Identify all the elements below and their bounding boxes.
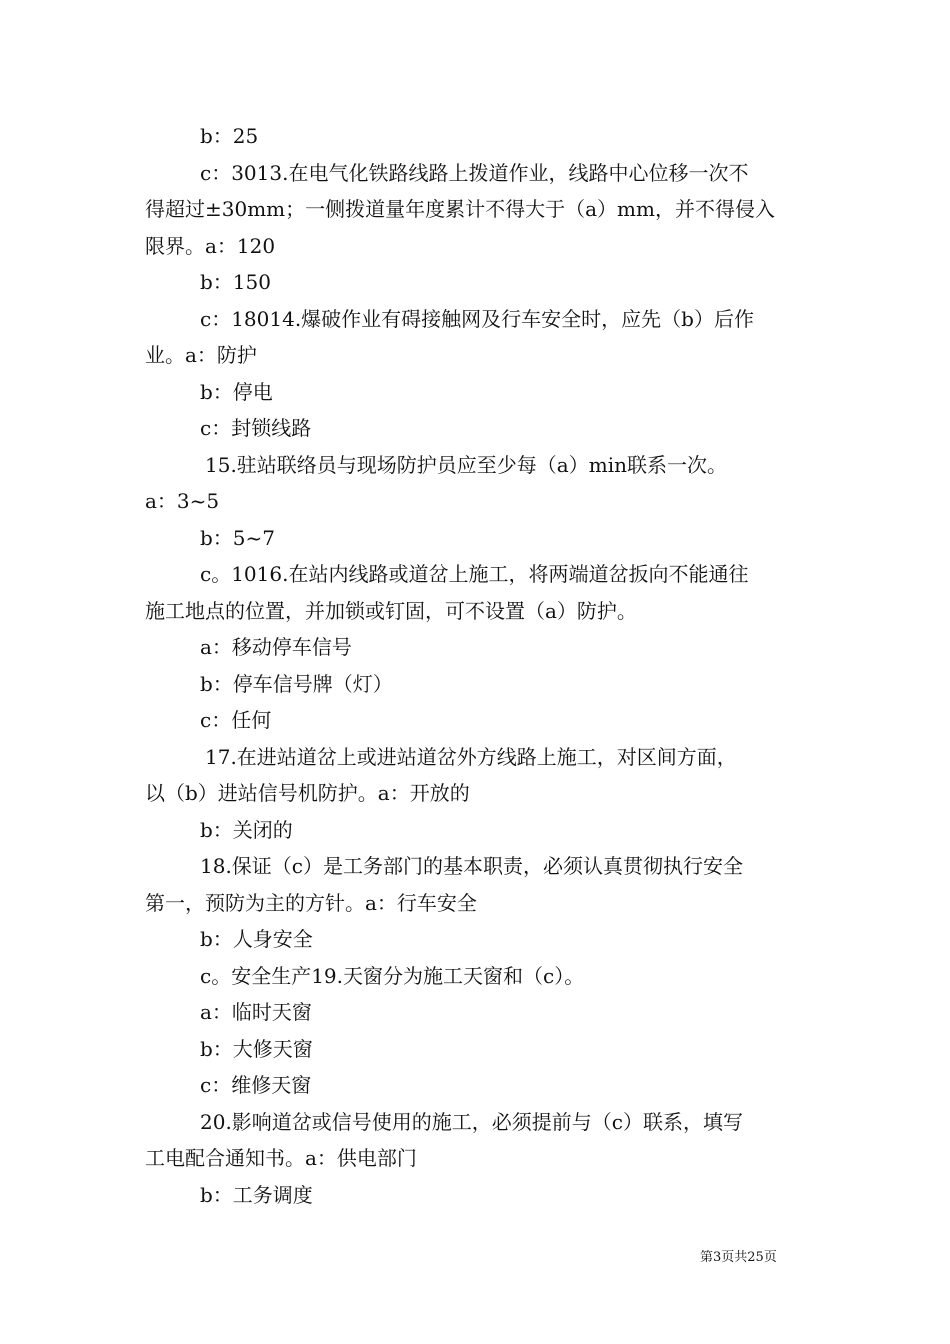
document-body [145,118,815,1213]
question-line: 17.在进站道岔上或进站道岔外方线路上施工，对区间方面， [205,744,737,769]
option-line: c：任何 [200,708,272,732]
page-number-footer: 第3页共25页 [700,1250,777,1265]
option-line: b：停车信号牌（灯） [200,671,393,696]
question-line: c。安全生产19.天窗分为施工天窗和（c）。 [200,963,585,988]
question-line: 15.驻站联络员与现场防护员应至少每（a）min联系一次。 [205,452,727,477]
question-line: 限界。a：120 [145,233,276,258]
question-line: 施工地点的位置，并加锁或钉固，可不设置（a）防护。 [145,598,637,623]
option-line: a：移动停车信号 [200,635,352,659]
question-line: 20.影响道岔或信号使用的施工，必须提前与（c）联系，填写 [200,1109,744,1134]
option-line: b：5~7 [200,525,276,550]
option-line: a：临时天窗 [200,1000,312,1024]
option-line: b：工务调度 [200,1182,313,1207]
question-line: 18.保证（c）是工务部门的基本职责，必须认真贯彻执行安全 [200,854,744,878]
option-line: b：关闭的 [200,817,293,842]
question-line: 工电配合通知书。a：供电部门 [145,1146,417,1170]
option-line: c：封锁线路 [200,416,312,440]
question-line: c。1016.在站内线路或道岔上施工，将两端道岔扳向不能通往 [200,562,749,586]
question-line: c：18014.爆破作业有碍接触网及行车安全时，应先（b）后作 [200,306,754,331]
option-line: b：人身安全 [200,927,313,951]
question-line: 第一，预防为主的方针。a：行车安全 [145,890,477,915]
question-line: c：3013.在电气化铁路线路上拨道作业，线路中心位移一次不 [200,160,749,185]
option-line: a：3~5 [145,489,220,513]
question-line: 以（b）进站信号机防护。a：开放的 [145,781,470,805]
option-line: b：150 [200,270,271,294]
option-line: c：维修天窗 [200,1073,312,1097]
option-line: b：大修天窗 [200,1036,313,1061]
question-line: 业。a：防护 [145,343,257,367]
option-line: b：停电 [200,379,273,404]
option-line: b：25 [200,124,259,148]
question-line: 得超过±30mm；一侧拨道量年度累计不得大于（a）mm，并不得侵入 [145,197,775,221]
